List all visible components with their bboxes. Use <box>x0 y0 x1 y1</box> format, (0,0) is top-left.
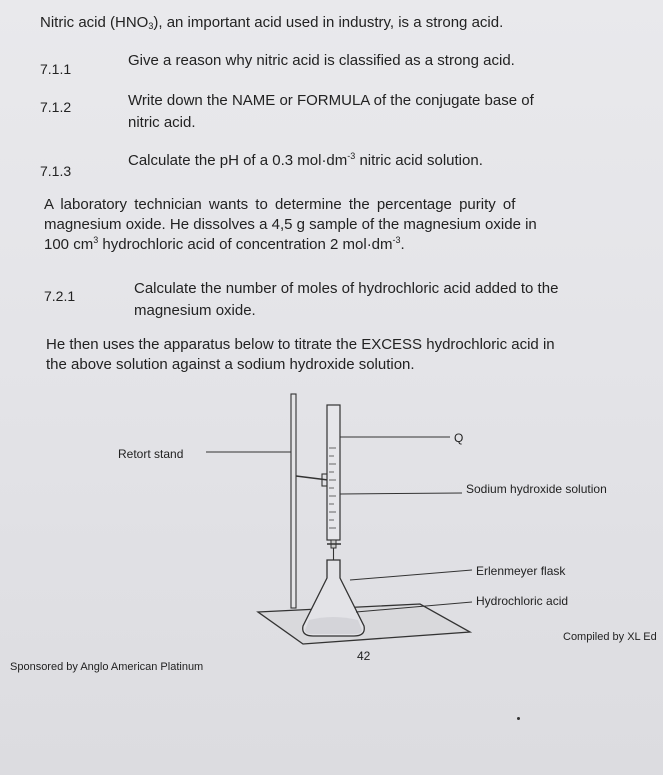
para72-l3b: hydrochloric acid of concentration 2 mol·dm <box>98 236 393 253</box>
compiled-by-text: Compiled by XL Ed <box>563 631 657 643</box>
retort-rod <box>291 394 296 608</box>
titration-line1: He then uses the apparatus below to titrate the EXCESS hydrochloric acid in <box>46 336 555 353</box>
retort-base <box>258 604 470 644</box>
sodium-hydroxide-leader <box>340 493 462 494</box>
clamp-arm <box>296 476 328 480</box>
question-number-721: 7.2.1 <box>44 288 76 304</box>
label-q: Q <box>454 431 464 445</box>
question-number-711: 7.1.1 <box>40 61 72 77</box>
question-number-712: 7.1.2 <box>40 99 72 115</box>
para72-l3a: 100 cm <box>44 236 94 253</box>
question-712-line1: Write down the NAME or FORMULA of the conjugate base of <box>128 92 534 109</box>
stray-dot-mark <box>517 717 520 720</box>
erlenmeyer-leader <box>350 570 472 580</box>
para72-line1: A laboratory technician wants to determine the percentage purity of <box>44 196 516 213</box>
label-retort-stand: Retort stand <box>118 447 184 461</box>
label-hydrochloric-acid: Hydrochloric acid <box>476 594 569 608</box>
intro-sub: 3 <box>148 21 154 31</box>
question-number-713: 7.1.3 <box>40 163 72 179</box>
label-sodium-hydroxide: Sodium hydroxide solution <box>466 482 607 496</box>
flask-liquid <box>305 617 362 634</box>
para72-l3sup: 3 <box>93 235 99 245</box>
question-721-line2: magnesium oxide. <box>134 302 256 319</box>
intro-post: ), an important acid used in industry, is a strong acid. <box>153 14 504 31</box>
intro-pre: Nitric acid (HNO <box>40 14 149 31</box>
para72-l3c: . <box>400 236 405 253</box>
sponsor-text: Sponsored by Anglo American Platinum <box>10 661 204 673</box>
question-712-line2: nitric acid. <box>128 114 196 131</box>
question-711-text: Give a reason why nitric acid is classified as a strong acid. <box>128 52 515 69</box>
para72-l3sup2: -3 <box>392 235 401 245</box>
label-erlenmeyer-flask: Erlenmeyer flask <box>476 564 566 578</box>
titration-line2: the above solution against a sodium hydroxide solution. <box>46 356 415 373</box>
q713-post: nitric acid solution. <box>355 152 483 169</box>
page-number: 42 <box>357 649 371 663</box>
q713-sup: -3 <box>347 151 356 161</box>
para72-line2: magnesium oxide. He dissolves a 4,5 g sample of the magnesium oxide in <box>44 216 537 233</box>
q713-pre: Calculate the pH of a 0.3 mol·dm <box>128 152 348 169</box>
question-721-line1: Calculate the number of moles of hydrochloric acid added to the <box>134 280 559 297</box>
